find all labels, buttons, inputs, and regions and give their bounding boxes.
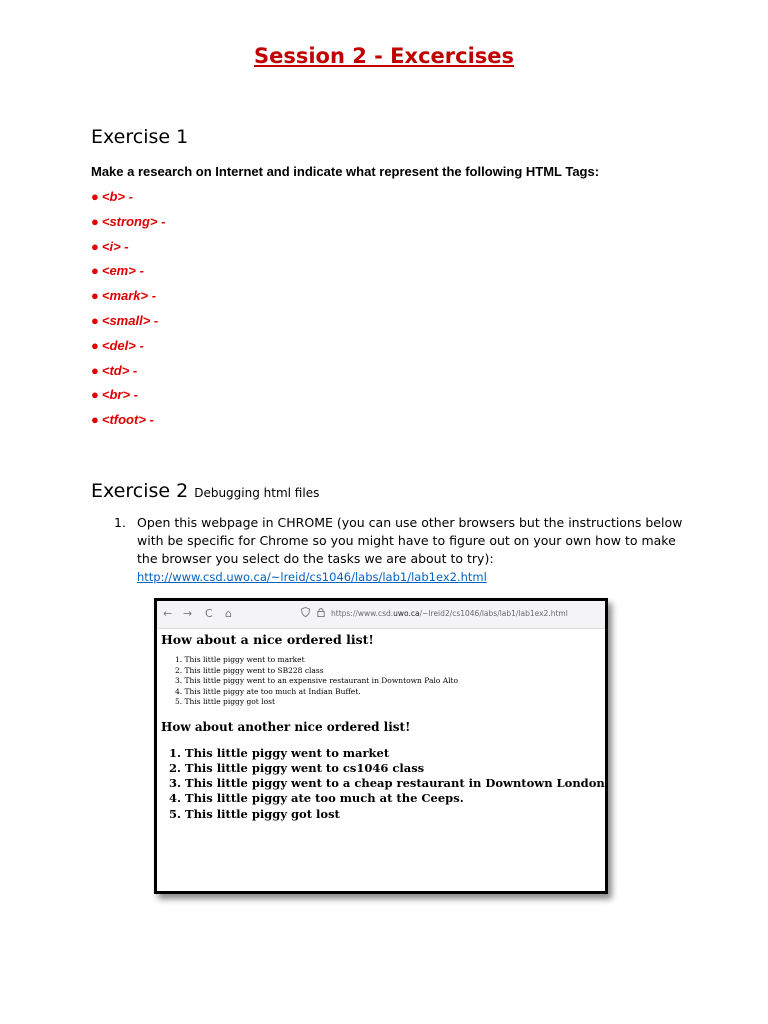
list-item: 5. This little piggy got lost: [175, 697, 275, 706]
browser-toolbar: [157, 601, 605, 629]
tag-item-mark: [91, 288, 165, 313]
bullet-icon: ●: [91, 213, 99, 229]
back-arrow-icon: ←: [163, 607, 173, 620]
bullet-icon: ●: [91, 263, 99, 279]
tag-item-tfoot: [91, 412, 165, 437]
tag-item-strong: [91, 214, 165, 239]
url-domain: uwo.ca: [393, 609, 420, 618]
exercise-2-steps: [114, 514, 684, 586]
screenshot-list-2: [161, 746, 605, 822]
shield-icon: [301, 607, 310, 620]
html-tag-list: [91, 189, 165, 437]
tag-text: <b> -: [101, 189, 133, 204]
exercise-2-heading-text: Exercise 2: [91, 480, 189, 502]
url-prefix: https://www.csd.: [331, 609, 394, 618]
bullet-icon: ●: [91, 362, 99, 378]
tag-item-del: [91, 338, 165, 363]
address-bar-url: [331, 609, 568, 618]
tag-text: <tfoot> -: [101, 412, 154, 428]
list-item: 2. This little piggy went to SB228 class: [175, 665, 324, 675]
tag-item-small: [91, 313, 165, 338]
bullet-icon: ●: [91, 387, 99, 403]
exercise-1-heading-text: Exercise 1: [91, 126, 189, 148]
home-icon: ⌂: [225, 607, 232, 620]
bullet-icon: ●: [91, 238, 99, 254]
tag-item-br: [91, 387, 165, 412]
list-item: 3. This little piggy went to a cheap restaurant in Downtown London: [169, 776, 605, 791]
tag-text: <del> -: [101, 337, 144, 353]
exercise-2-subtitle: Debugging html files: [194, 486, 320, 500]
tag-item-i: [91, 239, 165, 264]
bullet-icon: ●: [91, 288, 99, 304]
step-item: [114, 514, 684, 586]
browser-screenshot: [154, 598, 608, 894]
list-item: 5. This little piggy got lost: [169, 806, 340, 821]
bullet-icon: ●: [91, 189, 99, 204]
tag-text: <br> -: [101, 387, 138, 403]
page-title: Session 2 - Excercises: [253, 44, 515, 68]
bullet-icon: ●: [91, 312, 99, 328]
url-suffix: /~lreid2/cs1046/labs/lab1/lab1ex2.html: [419, 609, 568, 618]
list-item: 4. This little piggy ate too much at Indian Buffet.: [175, 686, 361, 696]
list-item: 2. This little piggy went to cs1046 class: [169, 760, 425, 775]
tag-text: <strong> -: [101, 213, 166, 229]
exercise-link[interactable]: http://www.csd.uwo.ca/~lreid/cs1046/labs/lab1/lab1ex2.html: [137, 570, 487, 584]
exercise-1-heading: [91, 126, 188, 148]
forward-arrow-icon: →: [183, 607, 193, 620]
tag-text: <td> -: [101, 362, 138, 378]
reload-icon: C: [205, 607, 213, 620]
tag-text: <i> -: [101, 238, 129, 254]
tag-text: <em> -: [101, 263, 144, 279]
list-item: 1. This little piggy went to market: [169, 745, 390, 760]
tag-text: <mark> -: [101, 288, 157, 304]
screenshot-list-1: [161, 655, 605, 708]
lock-icon: [317, 607, 325, 620]
step-text: Open this webpage in CHROME (you can use other browsers but the instructions below with be specific for Chrome so you might have to figure out on your own how to make the browser you select do the tasks we are about to try):: [137, 515, 683, 566]
exercise-1-instruction: Make a research on Internet and indicate what represent the following HTML Tags:: [91, 164, 600, 179]
screenshot-heading-1: How about a nice ordered list!: [161, 632, 374, 647]
exercise-2-heading: [91, 480, 319, 502]
tag-item-b: [91, 189, 165, 214]
bullet-icon: ●: [91, 412, 99, 428]
screenshot-heading-2: How about another nice ordered list!: [161, 719, 411, 734]
screenshot-page-content: [157, 629, 605, 822]
list-item: 3. This little piggy went to an expensive restaurant in Downtown Palo Alto: [175, 676, 459, 685]
list-item: 4. This little piggy ate too much at the Ceeps.: [169, 791, 464, 806]
list-item: 1. This little piggy went to market: [175, 655, 305, 664]
step-number: 1.: [114, 515, 126, 530]
tag-text: <small> -: [101, 312, 159, 328]
bullet-icon: ●: [91, 337, 99, 353]
tag-item-em: [91, 263, 165, 288]
tag-item-td: [91, 363, 165, 388]
